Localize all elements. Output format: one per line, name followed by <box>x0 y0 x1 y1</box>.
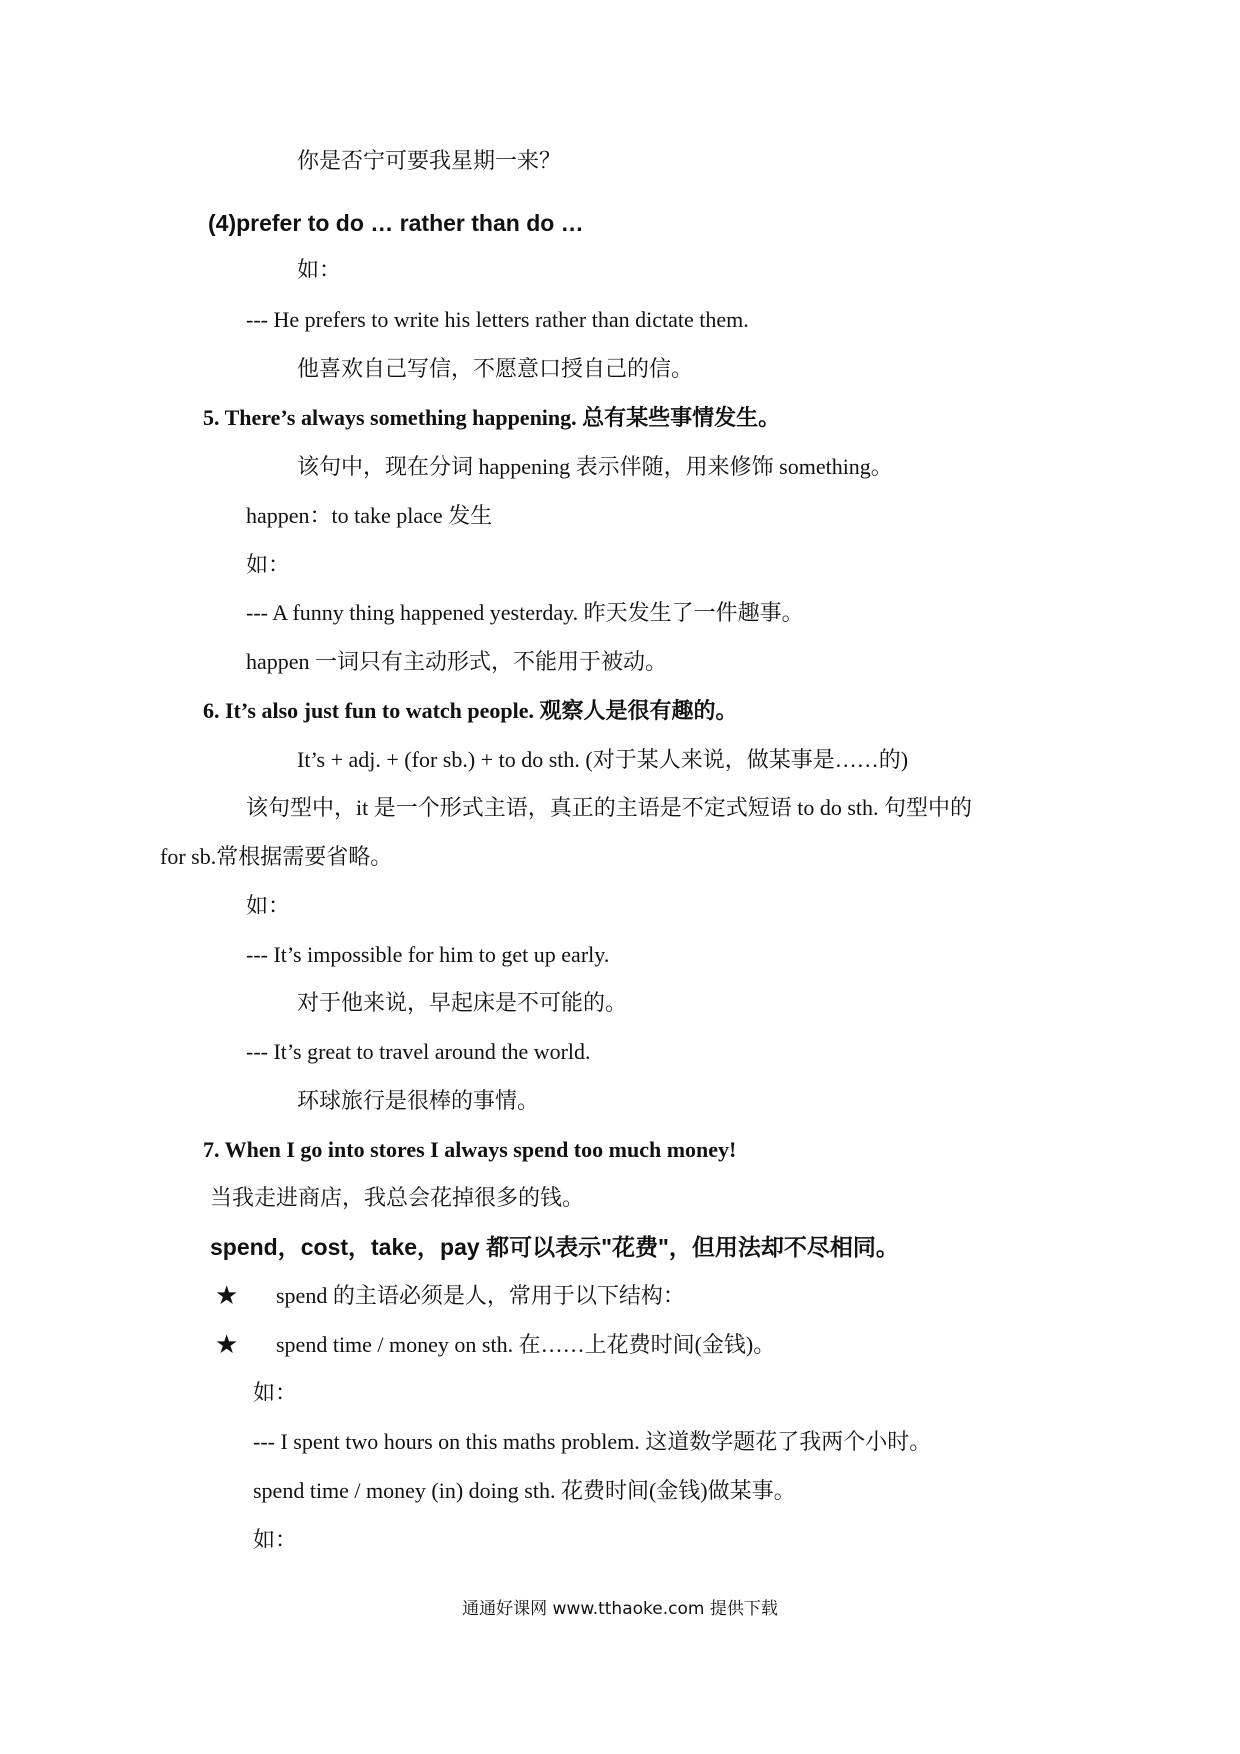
comparison-heading: spend，cost，take，pay 都可以表示"花费"，但用法却不尽相同。 <box>210 1234 899 1260</box>
explanation-line-continued: for sb.常根据需要省略。 <box>160 844 393 869</box>
definition-line: happen：to take place 发生 <box>246 503 493 528</box>
pattern-line: It’s + adj. + (for sb.) + to do sth. (对于某人来说，做某事是……的) <box>297 747 909 772</box>
section-heading-5: 5. There’s always something happening. 总有某些事情发生。 <box>203 405 781 430</box>
translation-line: 环球旅行是很棒的事情。 <box>297 1088 540 1113</box>
point-heading: (4)prefer to do … rather than do … <box>208 210 584 236</box>
translation-line: 当我走进商店，我总会花掉很多的钱。 <box>210 1185 585 1210</box>
example-label: 如： <box>253 1380 298 1405</box>
text-line: 你是否宁可要我星期一来？ <box>297 148 562 173</box>
example-sentence: --- It’s great to travel around the world. <box>246 1039 591 1064</box>
section-heading-6: 6. It’s also just fun to watch people. 观察人是很有趣的。 <box>203 698 738 723</box>
example-sentence: --- He prefers to write his letters rather than dictate them. <box>246 307 749 332</box>
page-footer: 通通好课网 www.tthaoke.com 提供下载 <box>462 1599 778 1619</box>
example-label: 如： <box>253 1527 298 1552</box>
section-heading-7: 7. When I go into stores I always spend too much money! <box>203 1137 737 1162</box>
translation-line: 对于他来说，早起床是不可能的。 <box>297 990 628 1015</box>
example-label: 如： <box>246 893 291 918</box>
explanation-line: 该句中，现在分词 happening 表示伴随，用来修饰 something。 <box>297 454 893 479</box>
example-label: 如： <box>246 552 291 577</box>
explanation-line: happen 一词只有主动形式，不能用于被动。 <box>246 649 668 674</box>
explanation-line: 该句型中，it 是一个形式主语，真正的主语是不定式短语 to do sth. 句型中的 <box>246 795 973 820</box>
bullet-text: spend time / money on sth. 在……上花费时间(金钱)。 <box>276 1332 776 1357</box>
star-bullet-icon: ★ <box>215 1330 239 1359</box>
bullet-text: spend 的主语必须是人，常用于以下结构： <box>276 1283 685 1308</box>
example-sentence: --- It’s impossible for him to get up early. <box>246 942 610 967</box>
example-sentence: --- A funny thing happened yesterday. 昨天发生了一件趣事。 <box>246 600 804 625</box>
star-bullet-icon: ★ <box>215 1281 239 1310</box>
example-label: 如： <box>297 257 342 282</box>
example-sentence: --- I spent two hours on this maths problem. 这道数学题花了我两个小时。 <box>253 1429 932 1454</box>
pattern-line: spend time / money (in) doing sth. 花费时间(金钱)做某事。 <box>253 1478 796 1503</box>
translation-line: 他喜欢自己写信，不愿意口授自己的信。 <box>297 356 694 381</box>
